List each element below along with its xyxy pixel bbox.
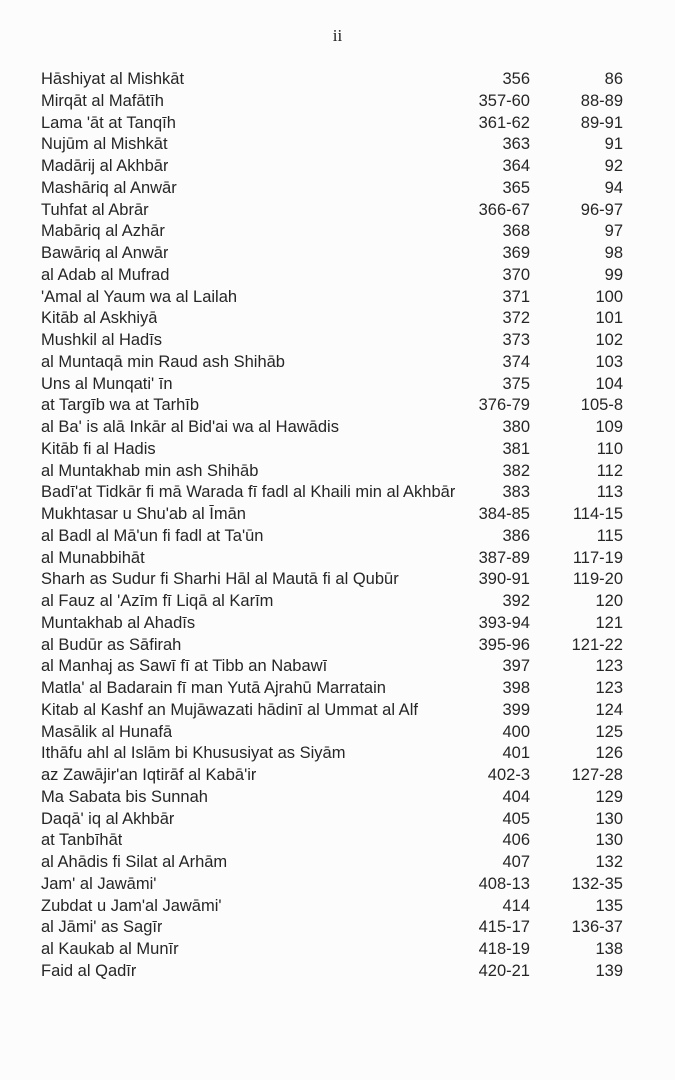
entry-page-number: 103 [595, 352, 623, 371]
index-row [0, 69, 675, 91]
entry-title: Kitāb al Askhiyā [41, 309, 158, 328]
index-row [0, 917, 675, 939]
entry-page-number: 102 [595, 331, 623, 349]
entry-title: Mabāriq al Azhār [41, 222, 165, 241]
entry-page-number: 130 [595, 809, 623, 828]
entry-serial-number: 399 [502, 700, 530, 719]
entry-page-number: 132 [595, 853, 623, 871]
index-entries [0, 69, 675, 983]
entry-title: al Munabbihāt [41, 548, 145, 567]
entry-serial-number: 384-85 [478, 505, 530, 523]
index-row [0, 765, 675, 787]
entry-title: al Fauz al 'Azīm fī Liqā al Karīm [41, 592, 274, 610]
entry-title: az Zawājir'an Iqtirāf al Kabā'ir [41, 766, 257, 784]
entry-page-number: 130 [595, 831, 623, 850]
entry-title: al Muntakhab min ash Shihāb [41, 461, 259, 480]
entry-serial-number: 415-17 [478, 918, 530, 937]
entry-serial-number: 407 [502, 853, 530, 871]
entry-serial-number: 395-96 [478, 635, 530, 654]
entry-serial-number: 370 [502, 265, 530, 284]
index-row [0, 374, 675, 396]
entry-page-number: 139 [595, 961, 623, 980]
entry-title: al Ba' is alā Inkār al Bid'ai wa al Hawādis [41, 418, 339, 436]
entry-title: Badī'at Tidkār fi mā Warada fī fadl al Khaili min al Akhbār [41, 483, 456, 502]
index-row [0, 134, 675, 156]
entry-serial-number: 406 [502, 831, 530, 850]
entry-title: Mushkil al Hadīs [41, 331, 163, 349]
entry-page-number: 136-37 [571, 918, 623, 937]
entry-page-number: 132-35 [571, 874, 623, 893]
entry-title: al Adab al Mufrad [41, 265, 170, 284]
entry-title: al Muntaqā min Raud ash Shihāb [41, 352, 285, 371]
index-row [0, 569, 675, 591]
entry-page-number: 89-91 [580, 113, 623, 132]
index-row [0, 678, 675, 700]
entry-title: Nujūm al Mishkāt [41, 135, 168, 154]
entry-serial-number: 420-21 [478, 961, 530, 980]
entry-title: Lama 'āt at Tanqīh [41, 113, 176, 132]
entry-title: Matla' al Badarain fī man Yutā Ajrahū Marratain [41, 679, 386, 697]
entry-title: Madārij al Akhbār [41, 157, 169, 175]
entry-serial-number: 376-79 [478, 396, 530, 415]
index-row [0, 635, 675, 657]
index-row [0, 482, 675, 504]
entry-page-number: 121-22 [571, 635, 623, 654]
index-row [0, 352, 675, 374]
entry-title: Ithāfu ahl al Islām bi Khususiyat as Siyām [41, 744, 346, 763]
index-row [0, 939, 675, 961]
entry-page-number: 88-89 [580, 91, 623, 110]
entry-page-number: 92 [604, 157, 623, 175]
entry-serial-number: 392 [502, 592, 530, 610]
entry-page-number: 105-8 [580, 396, 623, 415]
index-row [0, 308, 675, 330]
entry-title: Daqā' iq al Akhbār [41, 809, 175, 828]
entry-title: al Manhaj as Sawī fī at Tibb an Nabawī [41, 657, 328, 676]
entry-serial-number: 369 [502, 244, 530, 262]
entry-serial-number: 373 [502, 331, 530, 349]
entry-title: al Jāmi' as Sagīr [41, 918, 163, 937]
entry-page-number: 123 [595, 679, 623, 697]
index-row [0, 243, 675, 265]
index-row [0, 700, 675, 722]
index-row [0, 526, 675, 548]
entry-page-number: 91 [604, 135, 623, 154]
entry-page-number: 126 [595, 744, 623, 763]
index-row [0, 461, 675, 483]
entry-title: Sharh as Sudur fi Sharhi Hāl al Mautā fi al Qubūr [41, 570, 399, 589]
entry-serial-number: 372 [502, 309, 530, 328]
entry-serial-number: 371 [502, 287, 530, 306]
index-row [0, 330, 675, 352]
entry-title: Muntakhab al Ahadīs [41, 613, 196, 632]
index-row [0, 809, 675, 831]
entry-page-number: 129 [595, 787, 623, 806]
index-row [0, 961, 675, 983]
entry-serial-number: 400 [502, 722, 530, 741]
entry-page-number: 125 [595, 722, 623, 741]
entry-serial-number: 404 [502, 787, 530, 806]
entry-title: Jam' al Jawāmi' [41, 874, 157, 893]
entry-page-number: 98 [604, 244, 623, 262]
entry-page-number: 99 [604, 265, 623, 284]
index-row [0, 221, 675, 243]
entry-page-number: 123 [595, 657, 623, 676]
entry-title: at Tanbīhāt [41, 831, 123, 850]
entry-title: Zubdat u Jam'al Jawāmi' [41, 896, 222, 915]
entry-page-number: 117-19 [572, 548, 623, 567]
entry-serial-number: 398 [502, 679, 530, 697]
entry-page-number: 113 [596, 483, 623, 502]
entry-page-number: 119-20 [572, 570, 623, 589]
entry-serial-number: 361-62 [478, 113, 530, 132]
entry-title: Tuhfat al Abrār [41, 200, 149, 219]
index-row [0, 113, 675, 135]
index-row [0, 439, 675, 461]
index-row [0, 395, 675, 417]
entry-page-number: 110 [596, 439, 623, 458]
entry-title: al Badl al Mā'un fi fadl at Ta'ūn [41, 526, 264, 545]
entry-serial-number: 405 [502, 809, 530, 828]
entry-serial-number: 380 [502, 418, 530, 436]
entry-serial-number: 356 [502, 70, 530, 88]
entry-title: Mukhtasar u Shu'ab al Īmān [41, 505, 246, 523]
entry-page-number: 86 [604, 70, 623, 88]
entry-serial-number: 386 [502, 526, 530, 545]
index-row [0, 613, 675, 635]
entry-page-number: 97 [604, 222, 623, 241]
entry-serial-number: 363 [502, 135, 530, 154]
entry-title: al Ahādis fi Silat al Arhām [41, 853, 228, 871]
index-row [0, 504, 675, 526]
index-row [0, 787, 675, 809]
entry-page-number: 104 [595, 374, 623, 393]
index-row [0, 852, 675, 874]
entry-page-number: 100 [595, 287, 623, 306]
index-row [0, 874, 675, 896]
entry-page-number: 96-97 [580, 200, 623, 219]
entry-title: Uns al Munqati' īn [41, 374, 173, 393]
entry-serial-number: 397 [502, 657, 530, 676]
index-row [0, 178, 675, 200]
entry-title: Bawāriq al Anwār [41, 244, 169, 262]
entry-page-number: 121 [595, 613, 623, 632]
entry-serial-number: 375 [502, 374, 530, 393]
entry-title: Mirqāt al Mafātīh [41, 91, 164, 110]
entry-serial-number: 387-89 [478, 548, 530, 567]
index-row [0, 591, 675, 613]
entry-title: Masālik al Hunafā [41, 722, 173, 741]
entry-serial-number: 393-94 [478, 613, 530, 632]
entry-title: al Kaukab al Munīr [41, 940, 179, 958]
entry-serial-number: 357-60 [478, 91, 530, 110]
entry-title: Kitāb fi al Hadis [41, 439, 156, 458]
entry-page-number: 120 [595, 592, 623, 610]
entry-page-number: 138 [595, 940, 623, 958]
entry-title: al Budūr as Sāfirah [41, 635, 182, 654]
entry-serial-number: 364 [502, 157, 530, 175]
entry-title: Faid al Qadīr [41, 961, 137, 980]
entry-page-number: 109 [595, 418, 623, 436]
index-row [0, 830, 675, 852]
entry-page-number: 114-15 [572, 505, 623, 523]
entry-serial-number: 390-91 [478, 570, 530, 589]
entry-serial-number: 365 [502, 178, 530, 197]
index-row [0, 548, 675, 570]
index-row [0, 200, 675, 222]
entry-serial-number: 414 [502, 896, 530, 915]
entry-serial-number: 408-13 [478, 874, 530, 893]
entry-title: Ma Sabata bis Sunnah [41, 787, 208, 806]
entry-serial-number: 382 [502, 461, 530, 480]
entry-title: Mashāriq al Anwār [41, 178, 177, 197]
entry-title: at Targīb wa at Tarhīb [41, 396, 200, 415]
index-row [0, 287, 675, 309]
index-row [0, 156, 675, 178]
entry-title: 'Amal al Yaum wa al Lailah [41, 287, 238, 306]
entry-serial-number: 368 [502, 222, 530, 241]
index-row [0, 656, 675, 678]
entry-title: Hāshiyat al Mishkāt [41, 70, 185, 88]
entry-page-number: 115 [596, 526, 623, 545]
entry-page-number: 112 [596, 461, 623, 480]
index-row [0, 265, 675, 287]
index-row [0, 417, 675, 439]
entry-serial-number: 366-67 [478, 200, 530, 219]
entry-serial-number: 374 [502, 352, 530, 371]
entry-page-number: 101 [595, 309, 623, 328]
entry-serial-number: 381 [502, 439, 530, 458]
entry-serial-number: 402-3 [487, 766, 530, 784]
page-number: ii [332, 26, 343, 45]
index-row [0, 743, 675, 765]
entry-serial-number: 383 [502, 483, 530, 502]
entry-serial-number: 401 [502, 744, 530, 763]
index-row [0, 91, 675, 113]
entry-page-number: 94 [604, 178, 623, 197]
entry-page-number: 124 [595, 700, 623, 719]
entry-page-number: 127-28 [571, 766, 623, 784]
index-row [0, 896, 675, 918]
index-row [0, 722, 675, 744]
entry-serial-number: 418-19 [478, 940, 530, 958]
entry-page-number: 135 [595, 896, 623, 915]
entry-title: Kitab al Kashf an Mujāwazati hādinī al Ummat al Alf [41, 700, 418, 719]
